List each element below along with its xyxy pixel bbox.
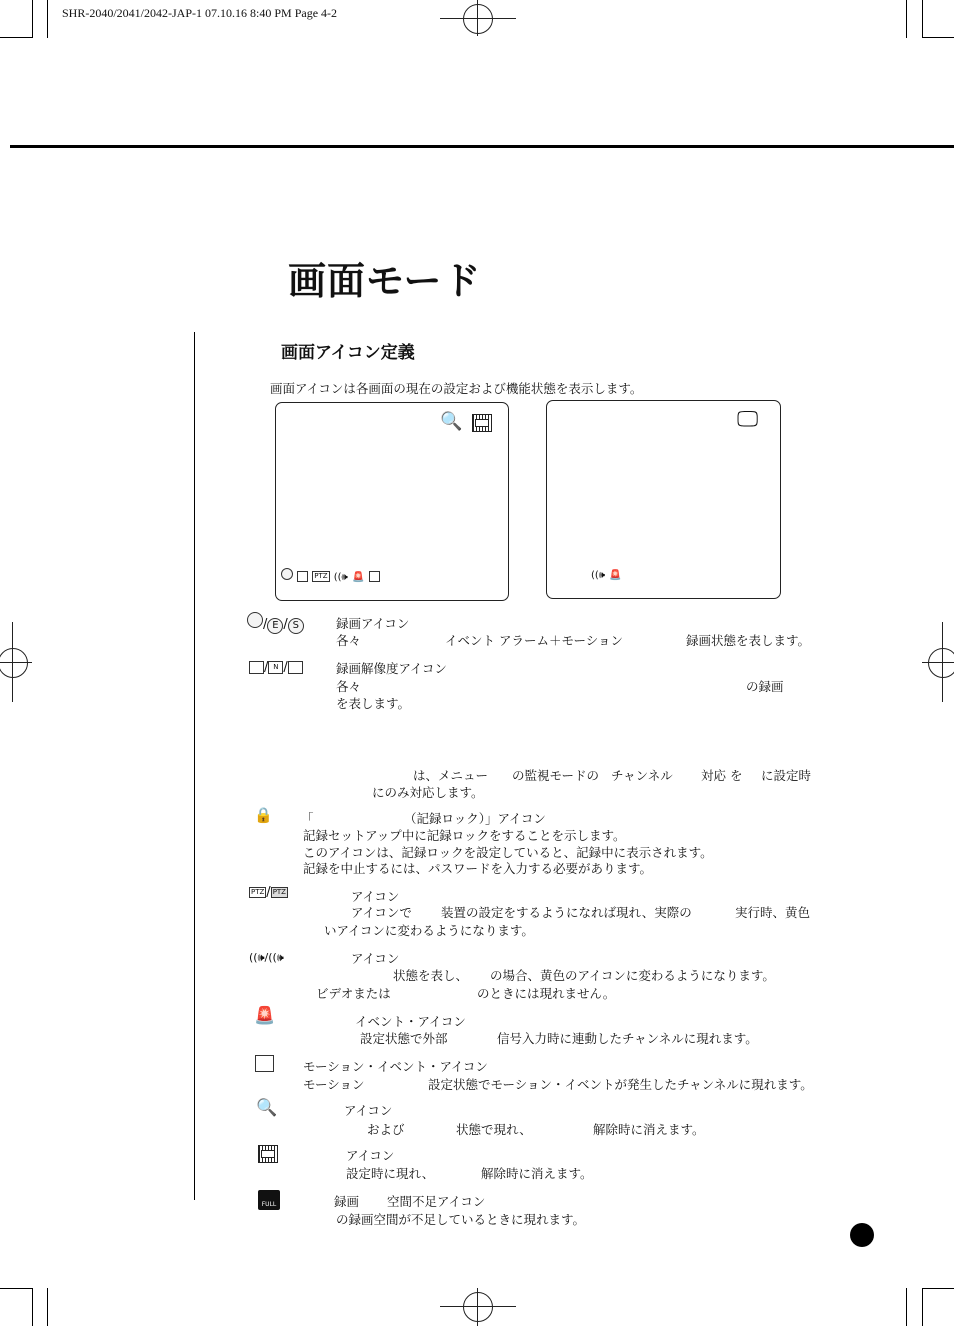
item-text: いアイコンに変わるようになります。	[324, 923, 534, 938]
crop-mark	[47, 0, 48, 38]
registration-mark	[928, 648, 954, 678]
margin-rule	[194, 332, 195, 1200]
audio-icon: ((🕪	[333, 572, 348, 583]
crop-mark	[0, 37, 32, 38]
note-text: の監視モードの	[512, 768, 600, 783]
registration-mark	[0, 648, 28, 678]
registration-mark-line	[942, 622, 943, 702]
item-text: 状態で現れ、	[456, 1122, 532, 1137]
registration-mark-line	[922, 662, 954, 663]
motion-icon	[369, 571, 380, 582]
item-text: の録画	[746, 679, 784, 694]
audio-icons: ((🕪/((🕪	[249, 951, 284, 964]
resolution-icon: N	[268, 661, 283, 674]
freeze-icon	[472, 414, 492, 432]
item-text: このアイコンは、記録ロックを設定していると、記録中に表示されます。	[303, 845, 713, 860]
item-text: イベント アラーム＋モーション	[445, 633, 623, 648]
page-title: 画面モード	[288, 259, 482, 303]
ptz-icon: PTZ	[251, 888, 265, 896]
ptz-icons: PTZ / PTZ	[251, 885, 286, 900]
schedule-record-icon: S	[288, 618, 304, 634]
item-title: （記録ロック）」アイコン	[404, 811, 546, 826]
item-text: の録画空間が不足しているときに現れます。	[336, 1212, 586, 1227]
item-title: アイコン	[351, 889, 400, 904]
item-text: 状態を表し、	[393, 968, 469, 983]
item-title: アイコン	[351, 951, 400, 966]
crop-mark	[922, 0, 923, 38]
item-text: 設定時に現れ、	[346, 1166, 435, 1181]
item-text: 記録セットアップ中に記録ロックをすることを示します。	[303, 828, 626, 843]
motion-icon	[255, 1053, 274, 1072]
magnifier-icon: 🔍	[256, 1098, 278, 1118]
registration-mark	[463, 1292, 493, 1322]
record-icon	[281, 568, 293, 580]
alarm-icon: 🚨	[609, 570, 622, 581]
item-text: ビデオまたは	[316, 986, 391, 1001]
item-title: イベント・アイコン	[355, 1014, 466, 1029]
item-text: 各々	[336, 633, 362, 648]
item-title: 録画アイコン	[336, 616, 410, 631]
event-record-icon: E	[267, 618, 283, 634]
note-text: に設定時	[761, 768, 812, 783]
item-title: 録画	[334, 1194, 360, 1209]
crop-mark	[0, 1288, 32, 1289]
item-text: 設定状態でモーション・イベントが発生したチャンネルに現れます。	[428, 1077, 813, 1092]
note-text: は、メニュー	[413, 768, 489, 783]
item-text: 解除時に消えます。	[481, 1166, 593, 1181]
alarm-icon: 🚨	[254, 1006, 276, 1026]
header-rule	[10, 145, 954, 148]
page-number-marker	[850, 1223, 874, 1247]
screen-illustration-right	[546, 400, 781, 599]
ptz-icon: PTZ	[314, 572, 328, 580]
monitor-icon: 🖵	[737, 407, 759, 432]
item-text: アイコンで	[351, 905, 412, 920]
resolution-icon	[297, 571, 308, 582]
item-text: 装置の設定をするようになれば現れ、実際の	[441, 905, 692, 920]
crop-mark	[906, 0, 907, 38]
registration-mark-line	[440, 18, 516, 19]
crop-mark	[47, 1288, 48, 1326]
item-text: モーション	[303, 1077, 365, 1092]
record-icons: / E / S	[247, 612, 304, 634]
audio-active-icon: ((🕪	[268, 951, 284, 964]
item-text: 信号入力時に連動したチャンネルに現れます。	[497, 1031, 758, 1046]
crop-mark	[906, 1288, 907, 1326]
registration-mark-line	[477, 0, 478, 36]
item-text: の場合、黄色のアイコンに変わるようになります。	[490, 968, 775, 983]
registration-mark-line	[440, 1306, 516, 1307]
intro-text: 画面アイコンは各画面の現在の設定および機能状態を表示します。	[270, 381, 643, 396]
screen-illustration-left	[275, 402, 509, 601]
resolution-icons: / N /	[249, 660, 303, 675]
crop-mark	[922, 1288, 954, 1289]
crop-mark	[922, 37, 954, 38]
item-title: 「	[301, 811, 314, 826]
item-title: アイコン	[344, 1103, 393, 1118]
item-title: 録画解像度アイコン	[336, 661, 447, 676]
registration-mark	[463, 4, 493, 34]
item-text: のときには現れません。	[477, 986, 616, 1001]
note-text: 対応 を	[701, 768, 743, 783]
registration-mark-line	[12, 622, 13, 702]
item-text: 録画状態を表します。	[686, 633, 811, 648]
status-icon-row	[281, 568, 380, 585]
crop-mark	[32, 1288, 33, 1326]
item-title: モーション・イベント・アイコン	[303, 1059, 488, 1074]
ptz-active-icon: PTZ	[272, 888, 286, 896]
item-text: 解除時に消えます。	[593, 1122, 705, 1137]
note-text: チャンネル	[611, 768, 673, 783]
item-text: 記録を中止するには、パスワードを入力する必要があります。	[303, 861, 653, 876]
freeze-icon	[258, 1145, 278, 1163]
item-title: アイコン	[346, 1148, 395, 1163]
resolution-icon	[249, 661, 264, 674]
record-icon	[247, 612, 263, 628]
resolution-icon	[288, 661, 303, 674]
crop-mark	[922, 1288, 923, 1326]
alarm-icon: 🚨	[351, 572, 365, 583]
item-text: 設定状態で外部	[360, 1031, 448, 1046]
section-title: 画面アイコン定義	[281, 343, 415, 363]
item-text: 実行時、黄色	[735, 905, 811, 920]
item-text: を表します。	[336, 696, 411, 711]
note-text: にのみ対応します。	[372, 785, 484, 800]
registration-mark-line	[0, 662, 32, 663]
item-title: 空間不足アイコン	[387, 1194, 486, 1209]
magnifier-icon: 🔍	[440, 411, 463, 432]
print-header: SHR-2040/2041/2042-JAP-1 07.10.16 8:40 PM Page 4-2	[62, 6, 338, 20]
disk-full-icon: FULL	[258, 1190, 280, 1210]
item-text: 各々	[336, 679, 362, 694]
audio-icon: ((🕪	[249, 951, 265, 964]
audio-icon: ((🕪	[591, 570, 606, 581]
item-text: および	[367, 1122, 405, 1137]
lock-icon: 🔒	[254, 806, 273, 824]
status-icon-row	[591, 567, 622, 583]
crop-mark	[32, 0, 33, 38]
registration-mark-line	[477, 1288, 478, 1326]
